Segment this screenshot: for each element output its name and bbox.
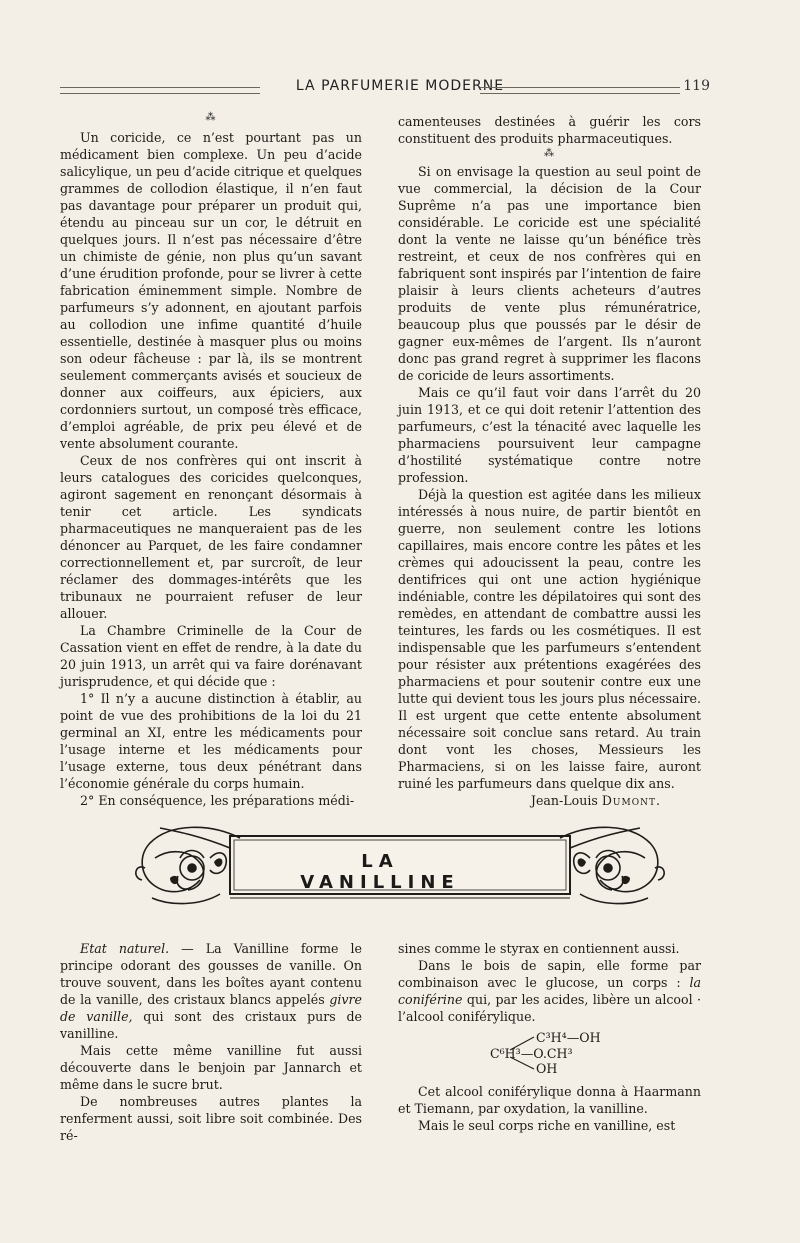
text-run: qui, par les acides, libère un alcool · l’alcool coniférylique. [398,992,701,1024]
paragraph: Mais cette même vanilline fut aussi découverte dans le benjoin par Jannarch et même dans le sucre brut. [60,1043,362,1092]
paragraph: La Chambre Criminelle de la Cour de Cassation vient en effet de rendre, à la date du 20 juin 1913, un arrêt qui va faire dorénavant jurisprudence, et qui décide que : [60,623,362,689]
journal-title: LA PARFUMERIE MODERNE [295,78,505,94]
paragraph-continuation: sines comme le styrax en contiennent aussi. [398,941,680,956]
header-rule-left [60,87,260,94]
formula-line-bottom: OH [536,1061,558,1076]
formula-line-middle: C⁶H³—O.CH³ [490,1046,573,1061]
paragraph: Mais ce qu’il faut voir dans l’arrêt du 20 juin 1913, et ce qui doit retenir l’attention des parfumeurs, c’est la ténacité avec laquelle les pharmaciens poursuivent leur campagne d’hostilité systématique contre notre profession. [398,385,701,485]
paragraph: Cet alcool coniférylique donna à Haarmann et Tiemann, par oxydation, la vanilline. [398,1084,701,1116]
section-title: LA VANILLINE [300,851,460,893]
author-first-name: Jean-Louis [530,793,602,808]
author-signature [398,792,701,809]
paragraph: Un coricide, ce n’est pourtant pas un médicament bien complexe. Un peu d’acide salicylique, un peu d’acide citrique et quelques grammes de collodion élastique, il n’en faut pas davantage pour préparer un produit qui, étendu au pinceau sur un cor, le détruit en quelques jours. Il n’est pas nécessaire d’être un chimiste de génie, non plus qu’un savant d’une érudition profonde, pour se livrer à cette fabrication éminemment simple. Nombre de parfumeurs s’y adonnent, en ajoutant parfois au collodion une infime quantité d’huile essentielle, destinée à masquer plus ou moins son odeur fâcheuse : par là, ils se montrent seulement commerçants avisés et soucieux de donner aux coiffeurs, aux épiciers, aux cordonniers surtout, un composé très efficace, d’emploi agréable, de prix peu élevé et de vente absolument courante. [60,130,362,451]
paragraph: 1° Il n’y a aucune distinction à établir, au point de vue des prohibitions de la loi du 21 germinal an XI, entre les médicaments pour l’usage interne et les médicaments pour l’usage externe, tous deux pénétrant dans l’économie générale du corps humain. [60,691,362,791]
page-number: 119 [683,78,710,94]
header-rule-right [480,87,680,94]
paragraph-continuation: camenteuses destinées à guérir les cors constituent des produits pharmaceutiques. [398,114,701,146]
text-run: — La Vanilline forme le principe odorant des gousses de vanille. On trouve souvent, dans les boîtes ayant contenu de la vanille, des cristaux blancs appelés [60,941,362,1007]
italic-term: la coniférine [398,975,701,1007]
paragraph: 2° En conséquence, les préparations médi- [80,793,355,808]
text-run: qui sont des cristaux purs de vanilline. [60,1009,362,1041]
running-header [60,78,710,102]
chemical-formula [398,1029,701,1077]
article-left-column [60,113,362,809]
article-right-column [398,113,701,809]
author-last-name: Dumont. [601,793,661,808]
italic-term: givre de vanille, [60,992,362,1024]
paragraph: De nombreuses autres plantes la renferment aussi, soit libre soit combinée. Des ré- [60,1094,362,1143]
formula-line-top: C³H⁴—OH [536,1030,601,1045]
paragraph: Déjà la question est agitée dans les milieux intéressés à nous nuire, de partir bientôt en guerre, non seulement contre les lotions capillaires, mais encore contre les pâtes et les crèmes qui adoucissent la peau, contre les dentifrices qui ont une action hygiénique indéniable, contre les dépilatoires qui sont des remèdes, en attendant de combattre aussi les teintures, les fards ou les cosmétiques. Il est indispensable que les parfumeurs s’entendent pour résister aux prétentions exagérées des pharmaciens et pour soutenir contre eux une lutte qui devient tous les jours plus nécessaire. Il est urgent que cette entente absolument nécessaire soit conclue sans retard. Au train dont vont les choses, Messieurs les Pharmaciens, si on les laisse faire, auront ruiné les parfumeurs dans quelque dix ans. [398,487,701,791]
paragraph [60,940,362,1042]
asterism-ornament: ⁂ [205,112,217,123]
subheading-italic: Etat naturel. [80,941,170,956]
text-run: Dans le bois de sapin, elle forme par combinaison avec le glucose, un corps : [398,958,701,990]
vanilline-right-column [398,940,701,1134]
section-banner [130,818,670,908]
vanilline-left-column [60,940,362,1144]
paragraph: Si on envisage la question au seul point de vue commercial, la décision de la Cour Suprême n’a pas une importance bien considérable. Le coricide est une spécialité dont la vente ne laisse qu’un bénéfice très restreint, et ceux de nos confrères qui en fabriquent sont inspirés par l’intention de faire plaisir à leurs clients acheteurs d’autres produits de vente plus rémunératrice, beaucoup plus que poussés par le désir de gagner eux-mêmes de l’argent. Ils n’auront donc pas grand regret à supprimer les flacons de coricide de leurs assortiments. [398,164,701,383]
paragraph [398,957,701,1025]
paragraph: Ceux de nos confrères qui ont inscrit à leurs catalogues des coricides quelconques, agiront sagement en renonçant désormais à tenir cet article. Les syndicats pharmaceutiques ne manqueraient pas de les dénoncer au Parquet, de les faire condamner correctionnellement et, par surcroît, de leur réclamer des dommages-intérêts que les tribunaux ne pourraient refuser de leur allouer. [60,453,362,621]
paragraph: Mais le seul corps riche en vanilline, est [418,1118,676,1133]
asterism-ornament: ⁂ [544,148,555,159]
